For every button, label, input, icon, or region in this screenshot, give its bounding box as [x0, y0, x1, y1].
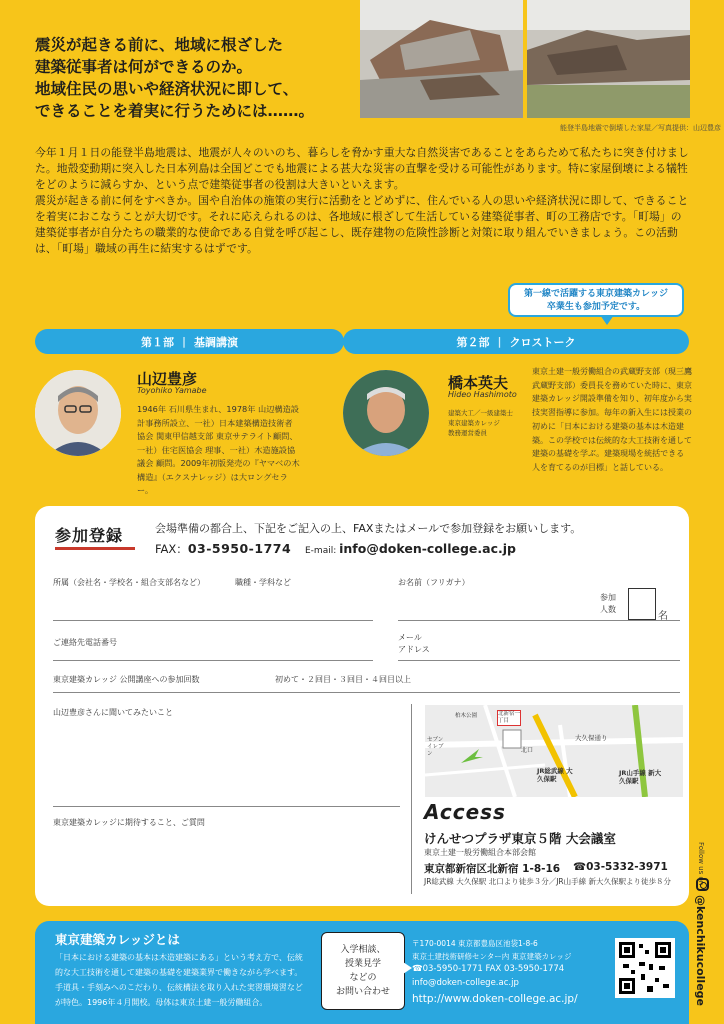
role-line: 東京建築カレッジ: [448, 419, 500, 427]
inquiry-line: 授業見学: [344, 959, 381, 969]
attendees-label-line: 参加: [600, 593, 616, 602]
role-line: 建築大工／一級建築士: [448, 409, 513, 417]
expectation-label: 東京建築カレッジに期待すること、ご質問: [53, 818, 205, 827]
intro-paragraph: 今年１月１日の能登半島地震は、地震が人々のいのち、暮らしを脅かす重大な自然災害であることをあらためて私たちに突き付けました。地殻変動期に突入した日本列島は全国どこでも地震による甚大な災害の直撃を受ける可能性があります。特に家屋倒壊による犠牲をどのように減らすか、という点で建築従事者の役割は大きいといえます。: [35, 146, 689, 191]
phone-label: ご連絡先電話番号: [53, 638, 117, 647]
map-label-east: 北新宿一丁目: [498, 711, 521, 724]
collapsed-house-photo-2: [527, 0, 690, 118]
map-label-station2: JR山手線 新大久保駅: [619, 769, 662, 785]
college-postal: 〒170-0014 東京都豊島区池袋1-8-6: [412, 939, 538, 948]
college-email[interactable]: info@doken-college.ac.jp: [412, 978, 519, 988]
callout-tail: [600, 315, 614, 325]
venue-phone: ☎03-5332-3971: [573, 861, 668, 873]
form-divider: [411, 704, 412, 894]
attendance-count-options[interactable]: 初めて・２回目・３回目・４回目以上: [275, 675, 411, 684]
venue-address: 東京都新宿区北新宿 1-8-16: [424, 863, 561, 875]
follow-us-text: Follow us on: [697, 842, 705, 886]
form-title: 参加登録: [55, 526, 124, 545]
attendance-count-label: 東京建築カレッジ 公開講座への参加回数: [53, 675, 200, 684]
headline-line: 震災が起きる前に、地域に根ざした: [35, 36, 284, 54]
separator: |: [181, 335, 187, 348]
headline-line: 建築従事者は何ができるのか。: [35, 58, 253, 76]
part2-title: クロストーク: [509, 335, 576, 349]
speaker2-roman: Hideo Hashimoto: [448, 390, 517, 399]
inquiry-bubble: [321, 932, 405, 1010]
role-line: 教務運営委員: [448, 429, 487, 437]
occupation-label: 職種・学科など: [235, 578, 291, 587]
inquiry-line: お問い合わせ: [335, 987, 390, 997]
photo-caption: 能登半島地震で倒壊した家屋／写真提供：山辺豊彦: [560, 124, 721, 132]
question-field[interactable]: [53, 806, 400, 807]
map-label-station1: JR総武線 大久保駅: [537, 767, 573, 783]
fax-value: 03-5950-1774: [187, 541, 292, 556]
venue-directions: JR総武線 大久保駅 北口より徒歩３分／JR山手線 新大久保駅より徒歩８分: [424, 877, 671, 886]
speaker1-name: 山辺豊彦: [137, 370, 198, 388]
college-phones: ☎03-5950-1771 FAX 03-5950-1774: [412, 964, 565, 974]
attendees-label: [600, 592, 616, 616]
speaker1-roman: Toyohiko Yamabe: [137, 386, 207, 395]
collapsed-house-photo-1: [360, 0, 523, 118]
map-label-street: 大久保通り: [575, 734, 608, 742]
speaker2-bio: 東京土建一般労働組合の武蔵野支部（現三鷹武蔵野支部）委員長を務めていた時に、東京建築カレッジ開設準備を知り、初年度から実技実習指導に参加。毎年の新入生には授業の初めに「日本における建築の基本は木造建築。この学校では伝統的な大工技術を通して建築の基礎を学ぶ。建築現場を統括できる人を育てるのが目標」と話している。: [532, 367, 692, 472]
intro-text: [35, 145, 692, 257]
hashimoto-portrait: [343, 370, 429, 456]
headline-line: 地域住民の思いや経済状況に即して、: [35, 80, 299, 98]
yamabe-portrait: [35, 370, 121, 456]
divider: [53, 692, 680, 693]
fax-label: FAX：: [155, 542, 188, 556]
map-label-7eleven: セブンイレブン: [427, 737, 444, 757]
email-value: info@doken-college.ac.jp: [339, 541, 516, 556]
part1-title: 基調講演: [194, 335, 239, 349]
bubble-tail: [403, 962, 412, 974]
footer-title: 東京建築カレッジとは: [55, 932, 180, 947]
instagram-icon[interactable]: [696, 878, 709, 891]
college-url[interactable]: http://www.doken-college.ac.jp/: [412, 993, 578, 1005]
name-label: お名前（フリガナ）: [398, 578, 470, 587]
attendees-box[interactable]: [628, 588, 656, 620]
name-field[interactable]: [398, 620, 680, 621]
part1-label: 第１部: [140, 335, 174, 349]
part2-header: [343, 329, 689, 354]
mail-field[interactable]: [398, 660, 680, 661]
speaker2-name: 橋本英夫: [448, 374, 509, 392]
question-label: 山辺豊彦さんに聞いてみたいこと: [53, 708, 173, 717]
college-org: 東京土建技術研修センター内 東京建築カレッジ: [412, 952, 572, 961]
venue-subtitle: 東京土建一般労働組合本部会館: [424, 848, 536, 857]
instagram-handle[interactable]: @kenchikucollege: [694, 895, 707, 1006]
affiliation-field[interactable]: [53, 620, 373, 621]
headline-line: できることを着実に行うためには……。: [35, 102, 315, 120]
access-heading: Access: [424, 800, 506, 824]
inquiry-line: 入学相談、: [340, 945, 386, 955]
access-map: [425, 705, 683, 797]
phone-field[interactable]: [53, 660, 373, 661]
callout-line: 卒業生も参加予定です。: [546, 302, 646, 312]
attendees-unit: 名: [658, 611, 668, 622]
map-label-north: 北口: [521, 747, 534, 754]
callout-line: 第一線で活躍する東京建築カレッジ: [524, 289, 668, 299]
speaker2-role: [448, 408, 513, 438]
email-label: E-mail:: [305, 546, 337, 556]
qr-code-icon[interactable]: [615, 938, 675, 998]
title-underline: [55, 547, 135, 550]
speaker1-bio: 1946年 石川県生まれ、1978年 山辺構造設計事務所設立、一社）日本建築構造技術者協会 関東甲信越支部 東京サテライト顧問、一社）住宅医協会 理事、一社）木造施設協議会 顧問。2009年初版発売の『ヤマベの木構造』（エクスナレッジ）は大ロングセラー。: [137, 404, 300, 495]
inquiry-line: などの: [349, 973, 377, 983]
email-address[interactable]: [305, 541, 516, 556]
mail-label-line: アドレス: [398, 645, 430, 654]
headline: [35, 34, 355, 122]
graduates-callout: [508, 283, 684, 317]
intro-paragraph: 震災が起きる前に何をすべきか。国や自治体の施策の実行に活動をとどめずに、住んでいる人の思いや経済状況に即して、できることを着実におこなうことが大切です。それに応えられるのは、各地域に根ざして生活している建築従事者、町の工務店です。「町場」の建築従事者が自分たちの職業的な使命である自覚を呼び起こし、既存建物の危険性診断と対策に取り組んでいきましょう。この活動は、「町場」職域の再生に結実するはずです。: [35, 194, 689, 255]
venue-name: けんせつプラザ東京５階 大会議室: [424, 831, 616, 846]
form-instructions: 会場準備の都合上、下記をご記入の上、FAXまたはメールで参加登録をお願いします。: [155, 522, 582, 535]
separator: |: [497, 335, 502, 348]
fax-number: [155, 541, 291, 557]
mail-label: [398, 632, 430, 656]
part2-label: 第２部: [456, 335, 490, 349]
map-label-park: 柏木公園: [455, 713, 478, 719]
part1-header: [35, 329, 344, 354]
mail-label-line: メール: [398, 633, 422, 642]
footer-description: 「日本における建築の基本は木造建築にある」という考え方で、伝統的な大工技術を通して建築の基礎を建築業界で働きながら学べます。手道具・手刻みへのこだわり、伝統構法を取り入れた実習環境習などが特色。1996年４月開校。母体は東京土建一般労働組合。: [55, 953, 303, 1007]
attendees-label-line: 人数: [600, 605, 616, 614]
affiliation-label: 所属（会社名・学校名・組合支部名など）: [53, 578, 205, 587]
